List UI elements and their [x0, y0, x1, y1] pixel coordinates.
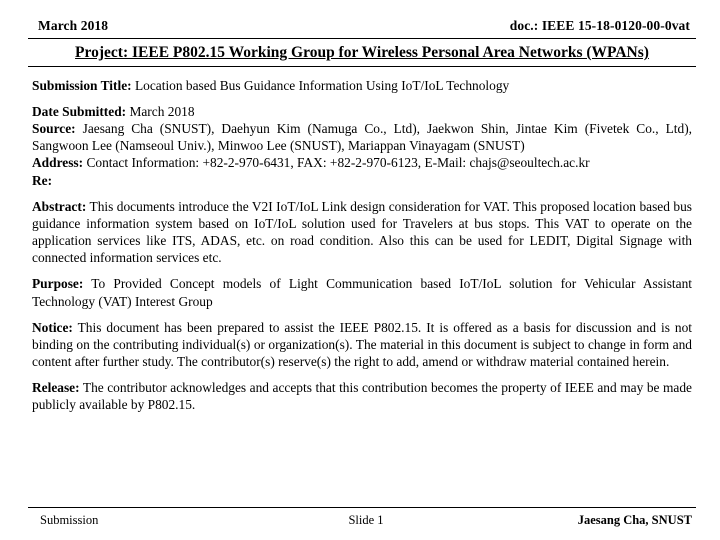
release-paragraph: [32, 379, 692, 413]
header-date: March 2018: [38, 18, 109, 33]
submission-title-label: Submission Title:: [32, 77, 132, 93]
footer-submission-label: Submission: [40, 513, 99, 527]
footer-divider: [28, 507, 696, 508]
re-label: Re:: [32, 172, 53, 188]
date-submitted-value: March 2018: [126, 103, 195, 119]
source-value: Jaesang Cha (SNUST), Daehyun Kim (Namuga Co., Ltd), Jaekwon Shin, Jintae Kim (Fivetek Co., Ltd), Sangwoon Lee (Namseoul Univ.), Minwoo Lee (SNUST), Mariappan Vinayagam (SNUST): [32, 121, 692, 154]
title-divider: [28, 66, 696, 67]
footer-row: [28, 513, 696, 528]
header-doc-number: doc.: IEEE 15-18-0120-00-0vat: [509, 18, 690, 33]
notice-paragraph: [32, 319, 692, 370]
purpose-label: Purpose:: [32, 276, 84, 292]
slide-header: [28, 18, 696, 34]
release-value: The contributor acknowledges and accepts that this contribution becomes the property of IEEE and may be made publicly available by P802.15.: [32, 380, 692, 413]
source-line: [32, 120, 692, 154]
notice-label: Notice:: [32, 319, 73, 335]
date-submitted-label: Date Submitted:: [32, 103, 127, 119]
footer-author: Jaesang Cha, SNUST: [577, 513, 692, 527]
slide-footer: [28, 507, 696, 528]
notice-value: This document has been prepared to assist the IEEE P802.15. It is offered as a basis for discussion and is not binding on the contributing individual(s) or organization(s). The material in this document is subject to change in form and content after further study. The contributor(s) reserve(s) the right to add, amend or withdraw material contained herein.: [32, 319, 692, 369]
abstract-value: This documents introduce the V2I IoT/IoL Link design consideration for VAT. This proposed location based bus guidance information system based on IoT/IoL solution used for Travelers at bus stops. This VAT to operate on the application services like ITS, ADAS, etc. on road condition. Also this can be used for LEDIT, Digital Signage with connected information services etc.: [32, 198, 692, 266]
submission-title-line: [32, 77, 692, 94]
purpose-value: To Provided Concept models of Light Communication based IoT/IoL solution for Vehicular Assistant Technology (VAT) Interest Group: [32, 276, 692, 309]
abstract-paragraph: [32, 198, 692, 267]
address-value: Contact Information: +82-2-970-6431, FAX: +82-2-970-6123, E-Mail: chajs@seoultech.ac.kr: [83, 155, 590, 171]
abstract-label: Abstract:: [32, 198, 87, 214]
footer-slide-number: Slide 1: [348, 513, 384, 527]
re-line: [32, 172, 692, 189]
release-label: Release:: [32, 380, 80, 396]
page-title: Project: IEEE P802.15 Working Group for Wireless Personal Area Networks (WPANs): [75, 44, 649, 61]
address-label: Address:: [32, 155, 84, 171]
slide-body: [28, 77, 696, 414]
source-label: Source:: [32, 121, 76, 137]
date-submitted-line: [32, 103, 692, 120]
address-line: [32, 154, 692, 171]
submission-title-value: Location based Bus Guidance Information Using IoT/IoL Technology: [131, 77, 510, 93]
purpose-paragraph: [32, 275, 692, 309]
